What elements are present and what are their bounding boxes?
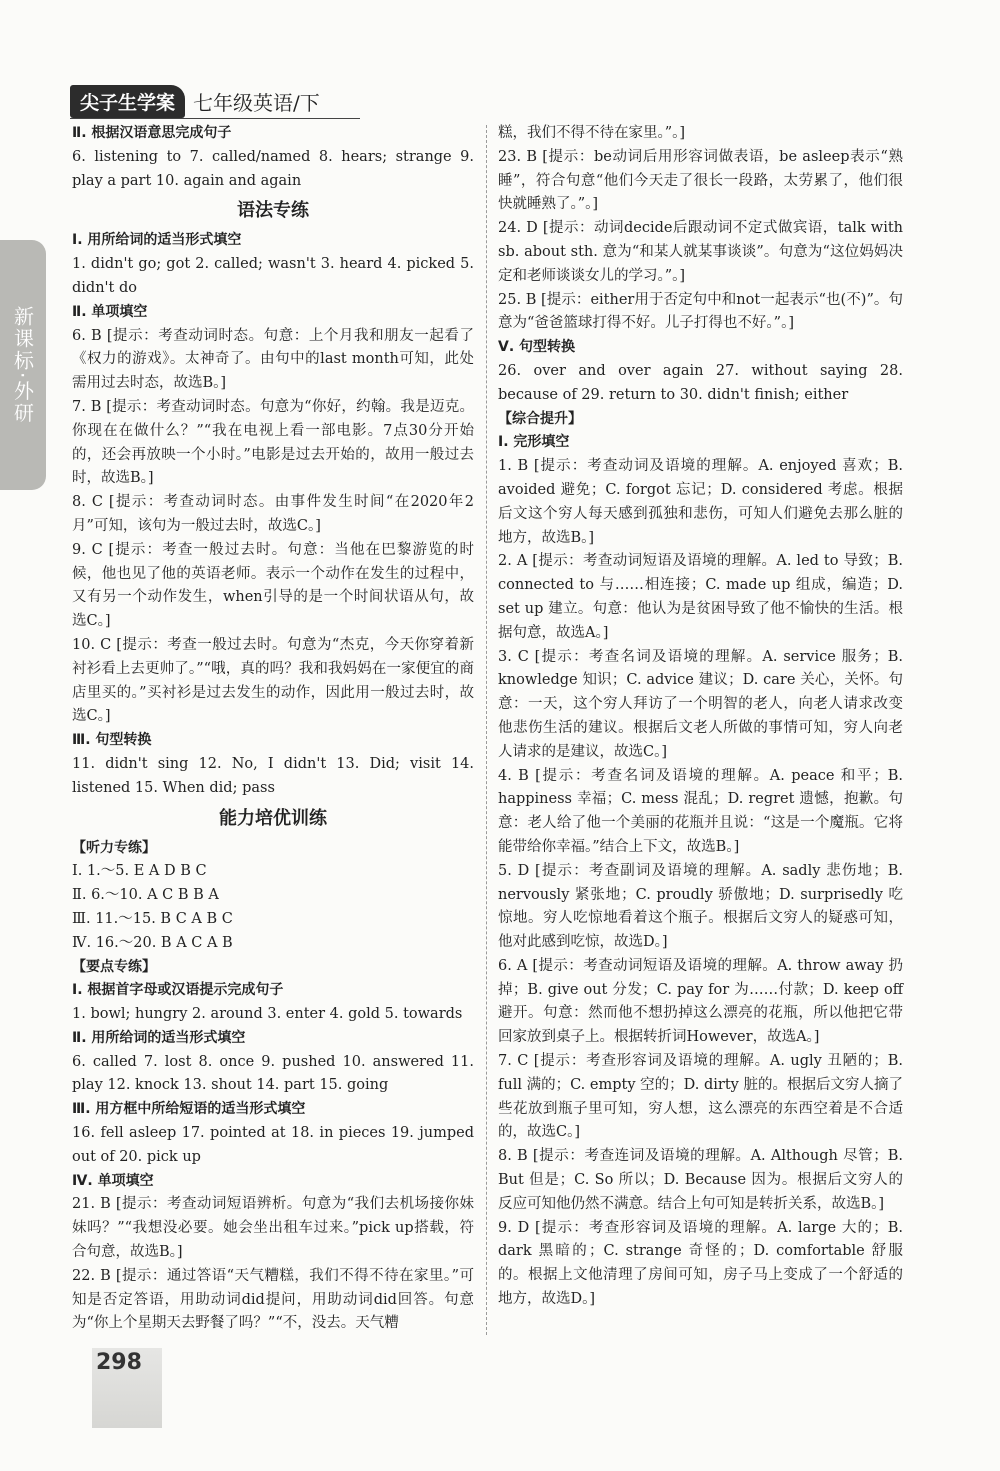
answer-item: 6. B [提示：考查动词时态。句意：上个月我和朋友一起看了《权力的游戏》。太神奇了。由句中的last month可知，此处需用过去时态，故选B。] [72, 327, 474, 392]
answer-item: 1. didn't go; got 2. called; wasn't 3. heard 4. picked 5. didn't do [72, 256, 474, 296]
bracket-label: 【听力专练】 [72, 839, 156, 856]
subsection-heading: Ⅴ. 句型转换 [498, 339, 576, 356]
column-divider [486, 125, 487, 1335]
page-number: 298 [96, 1350, 142, 1375]
answer-item: 6. A [提示：考查动词短语及语境的理解。A. throw away 扔掉；B. give out 分发；C. pay for 为……付款；D. keep off 避开。句意：然而他不想扔掉这么漂亮的花瓶，所以他把它带回家放到桌子上。根据转折词However，故选A。] [498, 957, 903, 1046]
section-title: 语法专练 [237, 200, 309, 222]
subsection-heading: Ⅰ. 根据首字母或汉语提示完成句子 [72, 982, 284, 999]
answer-item: Ⅱ. 6.～10. A C B B A [72, 887, 219, 904]
answer-item: 10. C [提示：考查一般过去时。句意为“杰克，今天你穿着新衬衫看上去更帅了。”“哦，真的吗？我和我妈妈在一家便宜的商店里买的。”买衬衫是过去发生的动作，因此用一般过去时，故选C。] [72, 636, 474, 725]
answer-item: 26. over and over again 27. without saying 28. because of 29. return to 30. didn't finish; either [498, 362, 903, 403]
subsection-heading: Ⅰ. 完形填空 [498, 434, 570, 451]
answer-item: 8. B [提示：考查连词及语境的理解。A. Although 尽管；B. But 但是；C. So 所以；D. Because 因为。根据后文穷人的反应可知他仍然不满意。结合上句可知是转折关系，故选B。] [498, 1148, 903, 1212]
answer-item: 22. B [提示：通过答语“天气糟糕，我们不得不待在家里。”可知是否定答语，用助动词did提问，用助动词did回答。句意为“你上个星期天去野餐了吗？”“不，没去。天气糟 [72, 1267, 474, 1332]
answer-item: 23. B [提示：be动词后用形容词做表语，be asleep表示“熟睡”，符合句意“他们今天走了很长一段路，太劳累了，他们很快就睡熟了。”。] [498, 148, 903, 213]
answer-item: 7. B [提示：考查动词时态。句意为“你好，约翰。我是迈克。你现在在做什么？”“我在电视上看一部电影。7点30分开始的，还会再放映一个小时。”电影是过去开始的，故用一般过去时，故选B。] [72, 398, 474, 487]
section-title: 能力培优训练 [219, 807, 327, 829]
watermark-logo [802, 1380, 972, 1436]
subsection-heading: Ⅲ. 句型转换 [72, 732, 152, 749]
answer-item: 6. called 7. lost 8. once 9. pushed 10. answered 11. play 12. knock 13. shout 14. part 15. going [72, 1053, 474, 1094]
side-tab: 新课标·外研 [0, 240, 46, 490]
answer-item: 11. didn't sing 12. No, I didn't 13. Did; visit 14. listened 15. When did; pass [72, 755, 474, 796]
answer-item: Ⅰ. 1.～5. E A D B C [72, 863, 207, 880]
page-number-box [92, 1348, 162, 1428]
answer-item: 7. C [提示：考查形容词及语境的理解。A. ugly 丑陋的；B. full 满的；C. empty 空的；D. dirty 脏的。根据后文穷人摘了些花放到瓶子里可知，穷人想，这么漂亮的东西空着是不合适的，故选C。] [498, 1053, 903, 1141]
right-column [498, 122, 903, 1312]
answer-item: 4. B [提示：考查名词及语境的理解。A. peace 和平；B. happiness 幸福；C. mess 混乱；D. regret 遗憾，抱歉。句意：老人给了他一个美丽的花瓶并且说：“这是一个魔瓶。它将能带给你幸福。”结合上下文，故选B。] [498, 767, 903, 855]
subsection-heading: Ⅱ. 根据汉语意思完成句子 [72, 125, 232, 141]
answer-item: 24. D [提示：动词decide后跟动词不定式做宾语，talk with sb. about sth. 意为“和某人就某事谈谈”。句意为“这位妈妈决定和老师谈谈女儿的学习。”。] [498, 220, 903, 284]
answer-item: 16. fell asleep 17. pointed at 18. in pieces 19. jumped out of 20. pick up [72, 1125, 474, 1165]
subsection-heading: Ⅲ. 用方框中所给短语的适当形式填空 [72, 1101, 306, 1118]
subsection-heading: Ⅱ. 单项填空 [72, 303, 148, 320]
answer-item: 1. bowl; hungry 2. around 3. enter 4. gold 5. towards [72, 1006, 463, 1023]
answer-item: 2. A [提示：考查动词短语及语境的理解。A. led to 导致；B. connected to 与……相连接；C. made up 组成，编造；D. set up 建立。句意：他认为是贫困导致了他不愉快的生活。根据句意，故选A。] [498, 553, 903, 641]
book-header [70, 86, 320, 116]
subsection-heading: Ⅳ. 单项填空 [72, 1172, 154, 1189]
subsection-heading: Ⅱ. 用所给词的适当形式填空 [72, 1029, 246, 1046]
answer-item: 3. C [提示：考查名词及语境的理解。A. service 服务；B. knowledge 知识；C. advice 建议；D. care 关心，关怀。句意：一天，这个穷人拜访了一个明智的老人，向老人请求改变他悲伤生活的建议。根据后文老人所做的事情可知，穷人向老人请求的是建议，故选C。] [498, 648, 903, 760]
answer-item: 8. C [提示：考查动词时态。由事件发生时间“在2020年2月”可知，该句为一般过去时，故选C。] [72, 494, 474, 534]
answer-item: 21. B [提示：考查动词短语辨析。句意为“我们去机场接你妹妹吗？”“我想没必要。她会坐出租车过来。”pick up搭载，符合句意，故选B。] [72, 1196, 474, 1261]
bracket-label: 【要点专练】 [72, 958, 156, 975]
answer-item: 25. B [提示：either用于否定句中和not一起表示“也(不)”。句意为“爸爸篮球打得不好。儿子打得也不好。”。] [498, 291, 903, 332]
header-rule [70, 118, 360, 119]
answer-item: Ⅲ. 11.～15. B C A B C [72, 910, 233, 927]
book-brand: 尖子生学案 [70, 85, 185, 118]
answer-item: 5. D [提示：考查副词及语境的理解。A. sadly 悲伤地；B. nervously 紧张地；C. proudly 骄傲地；D. surprisedly 吃惊地。穷人吃惊地看着这个瓶子。根据后文穷人的疑惑可知，他对此感到吃惊，故选D。] [498, 862, 903, 951]
answer-item: 1. B [提示：考查动词及语境的理解。A. enjoyed 喜欢；B. avoided 避免；C. forgot 忘记；D. considered 考虑。根据后文这个穷人每天感到孤独和悲伤，可知人们避免去那么脏的地方，故选B。] [498, 458, 903, 546]
subsection-heading: Ⅰ. 用所给词的适当形式填空 [72, 232, 242, 249]
answer-item: 9. D [提示：考查形容词及语境的理解。A. large 大的；B. dark 黑暗的；C. strange 奇怪的；D. comfortable 舒服的。根据上文他清理了房间可知，房子马上变成了一个舒适的地方，故选D。] [498, 1219, 903, 1308]
answer-item: Ⅳ. 16.～20. B A C A B [72, 934, 233, 951]
book-subtitle: 七年级英语/下 [193, 90, 320, 115]
answer-item: 6. listening to 7. called/named 8. hears; strange 9. play a part 10. again and again [72, 148, 474, 189]
bracket-label: 【综合提升】 [498, 410, 582, 427]
left-column [72, 122, 474, 1336]
answer-item: 9. C [提示：考查一般过去时。句意：当他在巴黎游览的时候，他也见了他的英语老师。表示一个动作在发生的过程中，又有另一个动作发生，when引导的是一个时间状语从句，故选C。] [72, 541, 474, 630]
answer-item: 糕，我们不得不待在家里。”。] [498, 125, 686, 141]
